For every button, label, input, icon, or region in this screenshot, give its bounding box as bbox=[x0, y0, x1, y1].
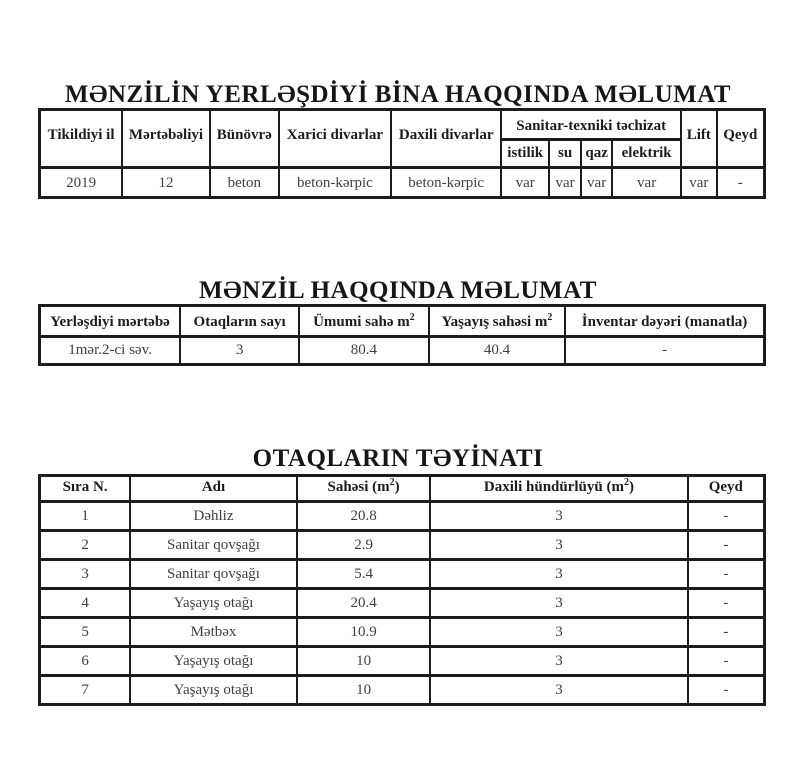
cell-lift: var bbox=[681, 168, 717, 198]
cell-total-area: 80.4 bbox=[299, 337, 429, 365]
col-header-room-note: Qeyd bbox=[688, 476, 765, 502]
cell-floors: 12 bbox=[122, 168, 210, 198]
col-header-built-year: Tikildiyi il bbox=[40, 110, 123, 168]
cell-room-note: - bbox=[688, 502, 765, 531]
col-header-foundation: Bünövrə bbox=[210, 110, 279, 168]
cell-water: var bbox=[549, 168, 581, 198]
col-header-inventory-value: İnventar dəyəri (manatla) bbox=[565, 306, 764, 337]
building-header-row-top bbox=[40, 110, 765, 140]
apartment-header-row bbox=[40, 306, 765, 337]
cell-room-note: - bbox=[688, 618, 765, 647]
cell-room-name: Sanitar qovşağı bbox=[130, 560, 297, 589]
cell-room-name: Yaşayış otağı bbox=[130, 589, 297, 618]
col-header-total-area: Ümumi sahə $m^2$ bbox=[299, 306, 429, 337]
cell-room-name: Yaşayış otağı bbox=[130, 647, 297, 676]
col-header-living-area: Yaşayış sahəsi $m^2$ bbox=[429, 306, 565, 337]
cell-room-note: - bbox=[688, 676, 765, 705]
col-header-lift: Lift bbox=[681, 110, 717, 168]
room-row bbox=[40, 589, 765, 618]
cell-room-number: 4 bbox=[40, 589, 131, 618]
col-header-exterior-walls: Xarici divarlar bbox=[279, 110, 391, 168]
cell-room-name: Mətbəx bbox=[130, 618, 297, 647]
col-header-heating: istilik bbox=[501, 140, 549, 168]
cell-living-area: 40.4 bbox=[429, 337, 565, 365]
cell-room-area: 2.9 bbox=[297, 531, 430, 560]
cell-room-area: 5.4 bbox=[297, 560, 430, 589]
cell-room-area: 20.4 bbox=[297, 589, 430, 618]
cell-exterior-walls: beton-kərpic bbox=[279, 168, 391, 198]
building-info-table bbox=[38, 108, 766, 199]
building-data-row bbox=[40, 168, 765, 198]
cell-room-name: Dəhliz bbox=[130, 502, 297, 531]
cell-floor-located: 1mər.2-ci səv. bbox=[40, 337, 181, 365]
col-header-gas: qaz bbox=[581, 140, 612, 168]
cell-room-area: 20.8 bbox=[297, 502, 430, 531]
cell-room-height: 3 bbox=[430, 531, 687, 560]
rooms-header-row bbox=[40, 476, 765, 502]
cell-note: - bbox=[717, 168, 765, 198]
col-header-water: su bbox=[549, 140, 581, 168]
cell-room-note: - bbox=[688, 531, 765, 560]
cell-room-number: 2 bbox=[40, 531, 131, 560]
cell-room-height: 3 bbox=[430, 618, 687, 647]
cell-inventory-value: - bbox=[565, 337, 764, 365]
cell-room-number: 5 bbox=[40, 618, 131, 647]
cell-room-name: Sanitar qovşağı bbox=[130, 531, 297, 560]
cell-heating: var bbox=[501, 168, 549, 198]
cell-room-count: 3 bbox=[180, 337, 299, 365]
cell-electricity: var bbox=[612, 168, 681, 198]
col-header-height: Daxili hündürlüyü $(m^2)$ bbox=[430, 476, 687, 502]
cell-room-name: Yaşayış otağı bbox=[130, 676, 297, 705]
apartment-data-row bbox=[40, 337, 765, 365]
rooms-table bbox=[38, 474, 766, 706]
room-row bbox=[40, 676, 765, 705]
col-header-note: Qeyd bbox=[717, 110, 765, 168]
cell-room-number: 7 bbox=[40, 676, 131, 705]
cell-room-area: 10 bbox=[297, 647, 430, 676]
cell-room-area: 10.9 bbox=[297, 618, 430, 647]
cell-room-note: - bbox=[688, 560, 765, 589]
col-header-floor-located: Yerləşdiyi mərtəbə bbox=[40, 306, 181, 337]
cell-room-note: - bbox=[688, 647, 765, 676]
cell-gas: var bbox=[581, 168, 612, 198]
room-row bbox=[40, 647, 765, 676]
col-header-interior-walls: Daxili divarlar bbox=[391, 110, 501, 168]
room-row bbox=[40, 502, 765, 531]
col-header-room-count: Otaqların sayı bbox=[180, 306, 299, 337]
cell-room-number: 6 bbox=[40, 647, 131, 676]
col-header-electricity: elektrik bbox=[612, 140, 681, 168]
room-row bbox=[40, 531, 765, 560]
room-row bbox=[40, 618, 765, 647]
room-row bbox=[40, 560, 765, 589]
col-header-area: Sahəsi $(m^2)$ bbox=[297, 476, 430, 502]
cell-interior-walls: beton-kərpic bbox=[391, 168, 501, 198]
col-header-name: Adı bbox=[130, 476, 297, 502]
cell-room-height: 3 bbox=[430, 560, 687, 589]
cell-room-note: - bbox=[688, 589, 765, 618]
apartment-info-table bbox=[38, 304, 766, 366]
cell-room-height: 3 bbox=[430, 647, 687, 676]
rooms-section-title: OTAQLARIN TƏYİNATI bbox=[252, 445, 544, 472]
cell-room-height: 3 bbox=[430, 502, 687, 531]
cell-room-number: 1 bbox=[40, 502, 131, 531]
apartment-section-title: MƏNZİL HAQQINDA MƏLUMAT bbox=[199, 277, 597, 304]
col-header-number: Sıra N. bbox=[40, 476, 131, 502]
cell-built-year: 2019 bbox=[40, 168, 123, 198]
col-header-floors: Mərtəbəliyi bbox=[122, 110, 210, 168]
cell-room-number: 3 bbox=[40, 560, 131, 589]
col-header-sanitary-group: Sanitar-texniki təchizat bbox=[501, 110, 681, 140]
cell-room-height: 3 bbox=[430, 676, 687, 705]
cell-foundation: beton bbox=[210, 168, 279, 198]
building-section-title: MƏNZİLİN YERLƏŞDİYİ BİNA HAQQINDA MƏLUMAT bbox=[64, 81, 732, 108]
cell-room-height: 3 bbox=[430, 589, 687, 618]
cell-room-area: 10 bbox=[297, 676, 430, 705]
